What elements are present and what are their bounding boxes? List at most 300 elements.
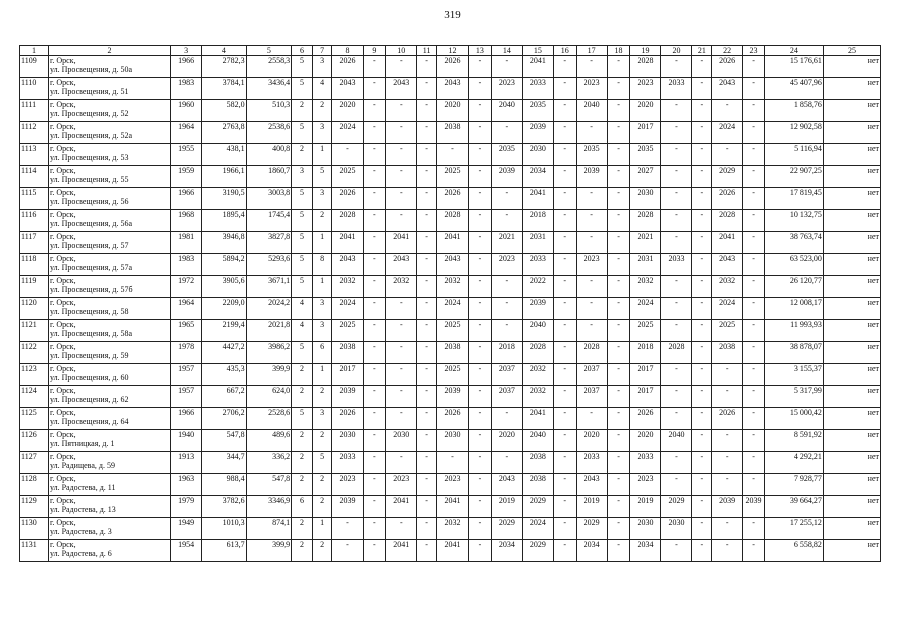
cell-c12: 2041 (436, 540, 468, 562)
address-cell (48, 342, 170, 364)
cell-c10: 2041 (386, 232, 417, 254)
cell-c11: - (417, 364, 437, 386)
cell-c15: 2028 (522, 342, 553, 364)
cell-c21: - (692, 518, 712, 540)
column-header: 11 (417, 46, 437, 56)
cell-e: 1 (312, 276, 332, 298)
cell-c23: - (743, 78, 765, 100)
cell-c18: - (607, 144, 630, 166)
cell-f: 5 (292, 210, 313, 232)
cell-a: 438,1 (202, 144, 246, 166)
row-number: 1109 (20, 56, 49, 78)
address-street: ул. Радостева, д. 13 (49, 505, 116, 514)
cell-e: 2 (312, 496, 332, 518)
cell-c15: 2041 (522, 408, 553, 430)
cell-c18: - (607, 364, 630, 386)
cell-c12: 2025 (436, 364, 468, 386)
table-row (20, 188, 881, 210)
column-header: 2 (48, 46, 170, 56)
cell-c20: - (661, 474, 692, 496)
cell-c18: - (607, 122, 630, 144)
cell-c14: 2035 (491, 144, 522, 166)
column-header: 4 (202, 46, 246, 56)
column-header: 22 (712, 46, 743, 56)
column-header: 3 (171, 46, 202, 56)
cell-c20: 2028 (661, 342, 692, 364)
cell-f: 2 (292, 386, 313, 408)
cell-c13: - (469, 298, 492, 320)
cell-c23: - (743, 210, 765, 232)
cell-c13: - (469, 518, 492, 540)
cell-flag: нет (823, 188, 880, 210)
cell-c12: 2038 (436, 122, 468, 144)
cell-a: 3782,6 (202, 496, 246, 518)
cell-c23: - (743, 166, 765, 188)
address-street: ул. Просвещения, д. 57б (49, 285, 133, 294)
cell-c20: - (661, 298, 692, 320)
cell-a: 1895,4 (202, 210, 246, 232)
cell-c10: - (386, 56, 417, 78)
column-header: 19 (630, 46, 661, 56)
table-header-row (20, 46, 881, 56)
cell-c11: - (417, 342, 437, 364)
cell-c10: 2043 (386, 78, 417, 100)
cell-c20: 2030 (661, 518, 692, 540)
column-header: 25 (823, 46, 880, 56)
cell-c8: 2026 (332, 188, 363, 210)
cell-flag: нет (823, 298, 880, 320)
cell-flag: нет (823, 364, 880, 386)
cell-c17: - (576, 122, 607, 144)
cell-c11: - (417, 78, 437, 100)
cell-year: 1957 (171, 386, 202, 408)
cell-c14: - (491, 408, 522, 430)
address-street: ул. Радостева, д. 3 (49, 527, 112, 536)
table-row (20, 540, 881, 562)
cell-f: 2 (292, 100, 313, 122)
row-number: 1112 (20, 122, 49, 144)
cell-c14: - (491, 210, 522, 232)
table-row (20, 386, 881, 408)
cell-c12: 2026 (436, 408, 468, 430)
address-cell (48, 474, 170, 496)
cell-sum: 26 120,77 (764, 276, 823, 298)
cell-sum: 4 292,21 (764, 452, 823, 474)
cell-flag: нет (823, 254, 880, 276)
address-city: г. Орск, (49, 320, 76, 329)
cell-c9: - (363, 210, 386, 232)
cell-c22: 2029 (712, 166, 743, 188)
cell-c23: - (743, 254, 765, 276)
cell-c18: - (607, 540, 630, 562)
address-street: ул. Просвещения, д. 55 (49, 175, 129, 184)
column-header: 7 (312, 46, 332, 56)
cell-c9: - (363, 276, 386, 298)
cell-sum: 38 878,07 (764, 342, 823, 364)
address-cell (48, 430, 170, 452)
cell-c11: - (417, 276, 437, 298)
cell-f: 5 (292, 276, 313, 298)
address-city: г. Орск, (49, 408, 76, 417)
cell-a: 547,8 (202, 430, 246, 452)
cell-c13: - (469, 496, 492, 518)
cell-c15: 2034 (522, 166, 553, 188)
cell-c10: - (386, 188, 417, 210)
cell-c18: - (607, 210, 630, 232)
cell-year: 1972 (171, 276, 202, 298)
cell-f: 5 (292, 56, 313, 78)
cell-c10: 2043 (386, 254, 417, 276)
cell-c23: - (743, 320, 765, 342)
cell-c18: - (607, 188, 630, 210)
address-street: ул. Просвещения, д. 58а (49, 329, 132, 338)
cell-c19: 2023 (630, 474, 661, 496)
row-number: 1117 (20, 232, 49, 254)
cell-c20: - (661, 320, 692, 342)
cell-c19: 2034 (630, 540, 661, 562)
cell-c19: 2030 (630, 518, 661, 540)
cell-sum: 15 000,42 (764, 408, 823, 430)
cell-c18: - (607, 166, 630, 188)
cell-b: 489,6 (246, 430, 292, 452)
cell-c18: - (607, 56, 630, 78)
address-cell (48, 232, 170, 254)
cell-c11: - (417, 452, 437, 474)
cell-c16: - (553, 496, 576, 518)
cell-b: 3003,8 (246, 188, 292, 210)
cell-c21: - (692, 144, 712, 166)
cell-flag: нет (823, 210, 880, 232)
cell-c9: - (363, 474, 386, 496)
column-header: 17 (576, 46, 607, 56)
cell-e: 6 (312, 342, 332, 364)
cell-c18: - (607, 276, 630, 298)
cell-c13: - (469, 320, 492, 342)
cell-b: 3671,1 (246, 276, 292, 298)
cell-c14: 2043 (491, 474, 522, 496)
cell-e: 1 (312, 518, 332, 540)
row-number: 1113 (20, 144, 49, 166)
cell-c16: - (553, 254, 576, 276)
cell-c9: - (363, 100, 386, 122)
cell-c15: 2029 (522, 540, 553, 562)
address-street: ул. Радостева, д. 11 (49, 483, 116, 492)
cell-c22: 2043 (712, 254, 743, 276)
cell-flag: нет (823, 540, 880, 562)
cell-year: 1955 (171, 144, 202, 166)
cell-sum: 12 008,17 (764, 298, 823, 320)
table-row (20, 452, 881, 474)
cell-sum: 15 176,61 (764, 56, 823, 78)
cell-c16: - (553, 320, 576, 342)
cell-c15: 2018 (522, 210, 553, 232)
cell-e: 3 (312, 298, 332, 320)
cell-c23: - (743, 474, 765, 496)
address-cell (48, 122, 170, 144)
cell-sum: 8 591,92 (764, 430, 823, 452)
cell-c19: 2019 (630, 496, 661, 518)
cell-a: 3784,1 (202, 78, 246, 100)
cell-e: 2 (312, 430, 332, 452)
cell-c17: 2037 (576, 364, 607, 386)
cell-a: 667,2 (202, 386, 246, 408)
cell-c16: - (553, 518, 576, 540)
cell-c8: 2041 (332, 232, 363, 254)
cell-c10: - (386, 100, 417, 122)
cell-c14: - (491, 276, 522, 298)
cell-c8: 2039 (332, 386, 363, 408)
cell-b: 5293,6 (246, 254, 292, 276)
table-row (20, 474, 881, 496)
cell-flag: нет (823, 122, 880, 144)
cell-c18: - (607, 232, 630, 254)
cell-c20: - (661, 408, 692, 430)
cell-c19: 2021 (630, 232, 661, 254)
address-street: ул. Просвещения, д. 51 (49, 87, 129, 96)
cell-flag: нет (823, 386, 880, 408)
cell-c10: - (386, 144, 417, 166)
cell-flag: нет (823, 100, 880, 122)
address-cell (48, 540, 170, 562)
table-row (20, 276, 881, 298)
cell-c9: - (363, 188, 386, 210)
cell-a: 613,7 (202, 540, 246, 562)
cell-c15: 2039 (522, 122, 553, 144)
cell-c16: - (553, 364, 576, 386)
cell-f: 5 (292, 122, 313, 144)
cell-e: 3 (312, 122, 332, 144)
row-number: 1131 (20, 540, 49, 562)
table-row (20, 254, 881, 276)
cell-c16: - (553, 276, 576, 298)
address-cell (48, 144, 170, 166)
address-cell (48, 188, 170, 210)
cell-year: 1965 (171, 320, 202, 342)
cell-c14: - (491, 56, 522, 78)
register-table (19, 45, 881, 562)
cell-sum: 22 907,25 (764, 166, 823, 188)
address-street: ул. Просвещения, д. 62 (49, 395, 129, 404)
address-street: ул. Просвещения, д. 57 (49, 241, 129, 250)
cell-e: 3 (312, 56, 332, 78)
cell-c17: 2023 (576, 78, 607, 100)
cell-a: 3946,8 (202, 232, 246, 254)
cell-c23: - (743, 144, 765, 166)
cell-c8: 2043 (332, 254, 363, 276)
cell-c9: - (363, 496, 386, 518)
column-header: 24 (764, 46, 823, 56)
cell-c17: 2039 (576, 166, 607, 188)
cell-c11: - (417, 210, 437, 232)
address-city: г. Орск, (49, 210, 76, 219)
cell-c9: - (363, 518, 386, 540)
cell-flag: нет (823, 166, 880, 188)
column-header: 15 (522, 46, 553, 56)
address-city: г. Орск, (49, 188, 76, 197)
cell-flag: нет (823, 232, 880, 254)
address-cell (48, 166, 170, 188)
table-row (20, 166, 881, 188)
cell-c19: 2018 (630, 342, 661, 364)
cell-c20: - (661, 188, 692, 210)
address-city: г. Орск, (49, 496, 76, 505)
address-city: г. Орск, (49, 540, 76, 549)
page-number: 319 (444, 9, 461, 21)
cell-c22: - (712, 452, 743, 474)
cell-c22: 2026 (712, 56, 743, 78)
address-city: г. Орск, (49, 144, 76, 153)
cell-year: 1959 (171, 166, 202, 188)
cell-sum: 6 558,82 (764, 540, 823, 562)
cell-c22: - (712, 386, 743, 408)
cell-c16: - (553, 188, 576, 210)
cell-c17: 2034 (576, 540, 607, 562)
cell-c11: - (417, 122, 437, 144)
cell-c22: - (712, 100, 743, 122)
cell-c22: 2028 (712, 210, 743, 232)
cell-c9: - (363, 144, 386, 166)
cell-c22: - (712, 518, 743, 540)
address-cell (48, 408, 170, 430)
cell-sum: 10 132,75 (764, 210, 823, 232)
cell-a: 3905,6 (202, 276, 246, 298)
cell-sum: 11 993,93 (764, 320, 823, 342)
row-number: 1128 (20, 474, 49, 496)
cell-c16: - (553, 166, 576, 188)
cell-c12: 2032 (436, 518, 468, 540)
address-street: ул. Просвещения, д. 53 (49, 153, 129, 162)
address-street: ул. Просвещения, д. 58 (49, 307, 129, 316)
cell-c21: - (692, 364, 712, 386)
cell-c19: 2017 (630, 364, 661, 386)
cell-year: 1949 (171, 518, 202, 540)
cell-c22: 2041 (712, 232, 743, 254)
row-number: 1126 (20, 430, 49, 452)
cell-c21: - (692, 210, 712, 232)
cell-e: 2 (312, 210, 332, 232)
row-number: 1130 (20, 518, 49, 540)
cell-c14: 2018 (491, 342, 522, 364)
cell-c21: - (692, 298, 712, 320)
cell-c12: 2043 (436, 254, 468, 276)
cell-e: 1 (312, 144, 332, 166)
cell-c13: - (469, 210, 492, 232)
table-row (20, 56, 881, 78)
cell-c18: - (607, 386, 630, 408)
cell-c14: 2039 (491, 166, 522, 188)
address-street: ул. Пятницкая, д. 1 (49, 439, 115, 448)
address-cell (48, 56, 170, 78)
address-cell (48, 386, 170, 408)
cell-c13: - (469, 122, 492, 144)
cell-c13: - (469, 430, 492, 452)
cell-c12: 2025 (436, 166, 468, 188)
address-city: г. Орск, (49, 254, 76, 263)
cell-c14: 2021 (491, 232, 522, 254)
address-street: ул. Просвещения, д. 57а (49, 263, 132, 272)
cell-flag: нет (823, 474, 880, 496)
cell-c17: 2020 (576, 430, 607, 452)
cell-c12: 2030 (436, 430, 468, 452)
cell-c11: - (417, 386, 437, 408)
table-row (20, 100, 881, 122)
cell-f: 2 (292, 540, 313, 562)
cell-c14: 2037 (491, 386, 522, 408)
column-header: 10 (386, 46, 417, 56)
cell-c16: - (553, 386, 576, 408)
cell-flag: нет (823, 144, 880, 166)
cell-c20: - (661, 100, 692, 122)
cell-e: 2 (312, 386, 332, 408)
row-number: 1125 (20, 408, 49, 430)
cell-c22: - (712, 144, 743, 166)
cell-b: 874,1 (246, 518, 292, 540)
cell-c20: 2029 (661, 496, 692, 518)
cell-year: 1940 (171, 430, 202, 452)
cell-c23: - (743, 56, 765, 78)
row-number: 1127 (20, 452, 49, 474)
table-row (20, 210, 881, 232)
cell-b: 336,2 (246, 452, 292, 474)
address-street: ул. Просвещения, д. 52 (49, 109, 129, 118)
cell-c16: - (553, 540, 576, 562)
cell-c9: - (363, 452, 386, 474)
cell-c18: - (607, 342, 630, 364)
cell-f: 5 (292, 232, 313, 254)
cell-f: 2 (292, 452, 313, 474)
cell-c15: 2031 (522, 232, 553, 254)
cell-c8: 2024 (332, 122, 363, 144)
cell-c13: - (469, 166, 492, 188)
cell-c22: 2024 (712, 298, 743, 320)
cell-e: 2 (312, 100, 332, 122)
cell-c10: 2041 (386, 496, 417, 518)
cell-c17: - (576, 276, 607, 298)
address-street: ул. Просвещения, д. 60 (49, 373, 129, 382)
cell-c13: - (469, 386, 492, 408)
cell-c18: - (607, 452, 630, 474)
cell-c11: - (417, 430, 437, 452)
cell-c8: 2026 (332, 56, 363, 78)
cell-c19: 2025 (630, 320, 661, 342)
cell-c23: - (743, 188, 765, 210)
cell-c15: 2039 (522, 298, 553, 320)
address-city: г. Орск, (49, 56, 76, 65)
cell-c15: 2032 (522, 364, 553, 386)
cell-c23: - (743, 430, 765, 452)
table-row (20, 232, 881, 254)
cell-c15: 2022 (522, 276, 553, 298)
cell-c21: - (692, 188, 712, 210)
cell-c17: 2029 (576, 518, 607, 540)
cell-c8: 2032 (332, 276, 363, 298)
cell-c8: 2023 (332, 474, 363, 496)
cell-c17: - (576, 320, 607, 342)
cell-c23: - (743, 386, 765, 408)
table-row (20, 144, 881, 166)
cell-year: 1913 (171, 452, 202, 474)
address-cell (48, 254, 170, 276)
address-cell (48, 100, 170, 122)
cell-c8: 2025 (332, 166, 363, 188)
cell-c19: 2024 (630, 298, 661, 320)
cell-c8: 2038 (332, 342, 363, 364)
cell-c21: - (692, 320, 712, 342)
cell-c9: - (363, 78, 386, 100)
cell-b: 1860,7 (246, 166, 292, 188)
cell-c10: 2023 (386, 474, 417, 496)
column-header: 23 (743, 46, 765, 56)
